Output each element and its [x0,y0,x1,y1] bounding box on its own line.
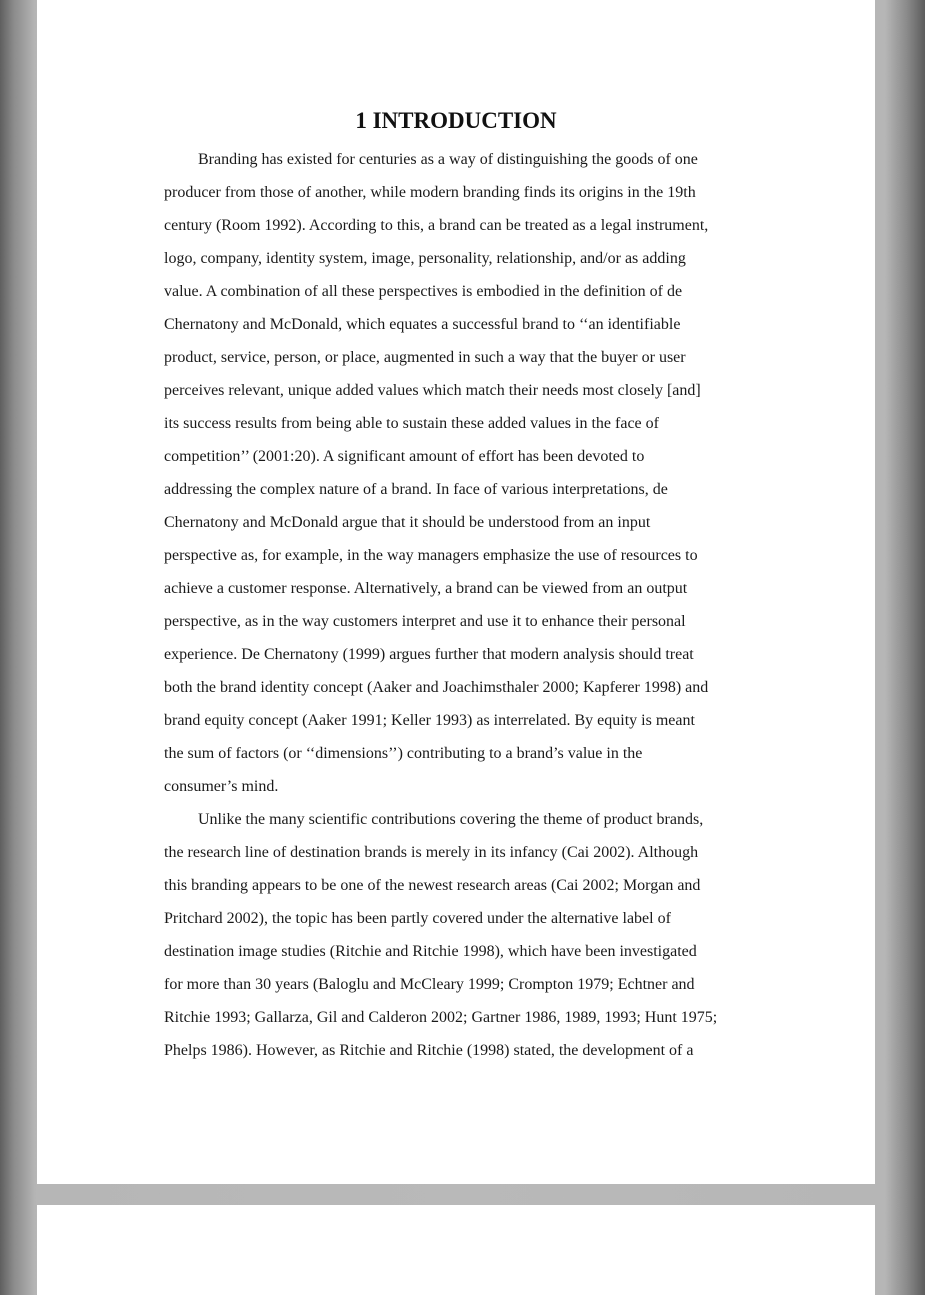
text-line: the sum of factors (or ‘‘dimensions’’) contributing to a brand’s value in the [164,745,643,762]
text-line: Phelps 1986). However, as Ritchie and Ritchie (1998) stated, the development of a [164,1042,694,1059]
text-line: brand equity concept (Aaker 1991; Keller 1993) as interrelated. By equity is meant [164,712,695,729]
text-line: Branding has existed for centuries as a way of distinguishing the goods of one [198,151,698,168]
paragraph-1 [164,143,756,803]
text-line: Ritchie 1993; Gallarza, Gil and Calderon 2002; Gartner 1986, 1989, 1993; Hunt 1975; [164,1009,718,1026]
text-line: experience. De Chernatony (1999) argues further that modern analysis should treat [164,646,694,663]
text-line: for more than 30 years (Baloglu and McCleary 1999; Crompton 1979; Echtner and [164,976,695,993]
text-line: perceives relevant, unique added values which match their needs most closely [and] [164,382,701,399]
text-line: addressing the complex nature of a brand. In face of various interpretations, de [164,481,668,498]
section-heading: 1 INTRODUCTION [355,108,557,133]
body-text [164,143,756,1067]
text-line: this branding appears to be one of the newest research areas (Cai 2002; Morgan and [164,877,701,894]
text-line: product, service, person, or place, augmented in such a way that the buyer or user [164,349,686,366]
text-line: perspective, as in the way customers interpret and use it to enhance their personal [164,613,686,630]
text-line: Chernatony and McDonald argue that it should be understood from an input [164,514,651,531]
text-line: its success results from being able to sustain these added values in the face of [164,415,659,432]
text-line: competition’’ (2001:20). A significant amount of effort has been devoted to [164,448,645,465]
text-line: logo, company, identity system, image, personality, relationship, and/or as adding [164,250,686,267]
text-line: century (Room 1992). According to this, a brand can be treated as a legal instrument, [164,217,709,234]
text-line: destination image studies (Ritchie and Ritchie 1998), which have been investigated [164,943,697,960]
text-line: both the brand identity concept (Aaker and Joachimsthaler 2000; Kapferer 1998) and [164,679,709,696]
text-line: perspective as, for example, in the way managers emphasize the use of resources to [164,547,698,564]
paragraph-2 [164,803,756,1067]
document-page-2 [37,1205,875,1295]
text-line: the research line of destination brands is merely in its infancy (Cai 2002). Although [164,844,699,861]
text-line: Chernatony and McDonald, which equates a successful brand to ‘‘an identifiable [164,316,681,333]
text-line: consumer’s mind. [164,778,279,795]
text-line: Pritchard 2002), the topic has been partly covered under the alternative label of [164,910,671,927]
text-line: producer from those of another, while modern branding finds its origins in the 19th [164,184,696,201]
document-page-1 [37,0,875,1184]
text-line: achieve a customer response. Alternatively, a brand can be viewed from an output [164,580,688,597]
text-line: Unlike the many scientific contributions covering the theme of product brands, [198,811,704,828]
text-line: value. A combination of all these perspectives is embodied in the definition of de [164,283,683,300]
